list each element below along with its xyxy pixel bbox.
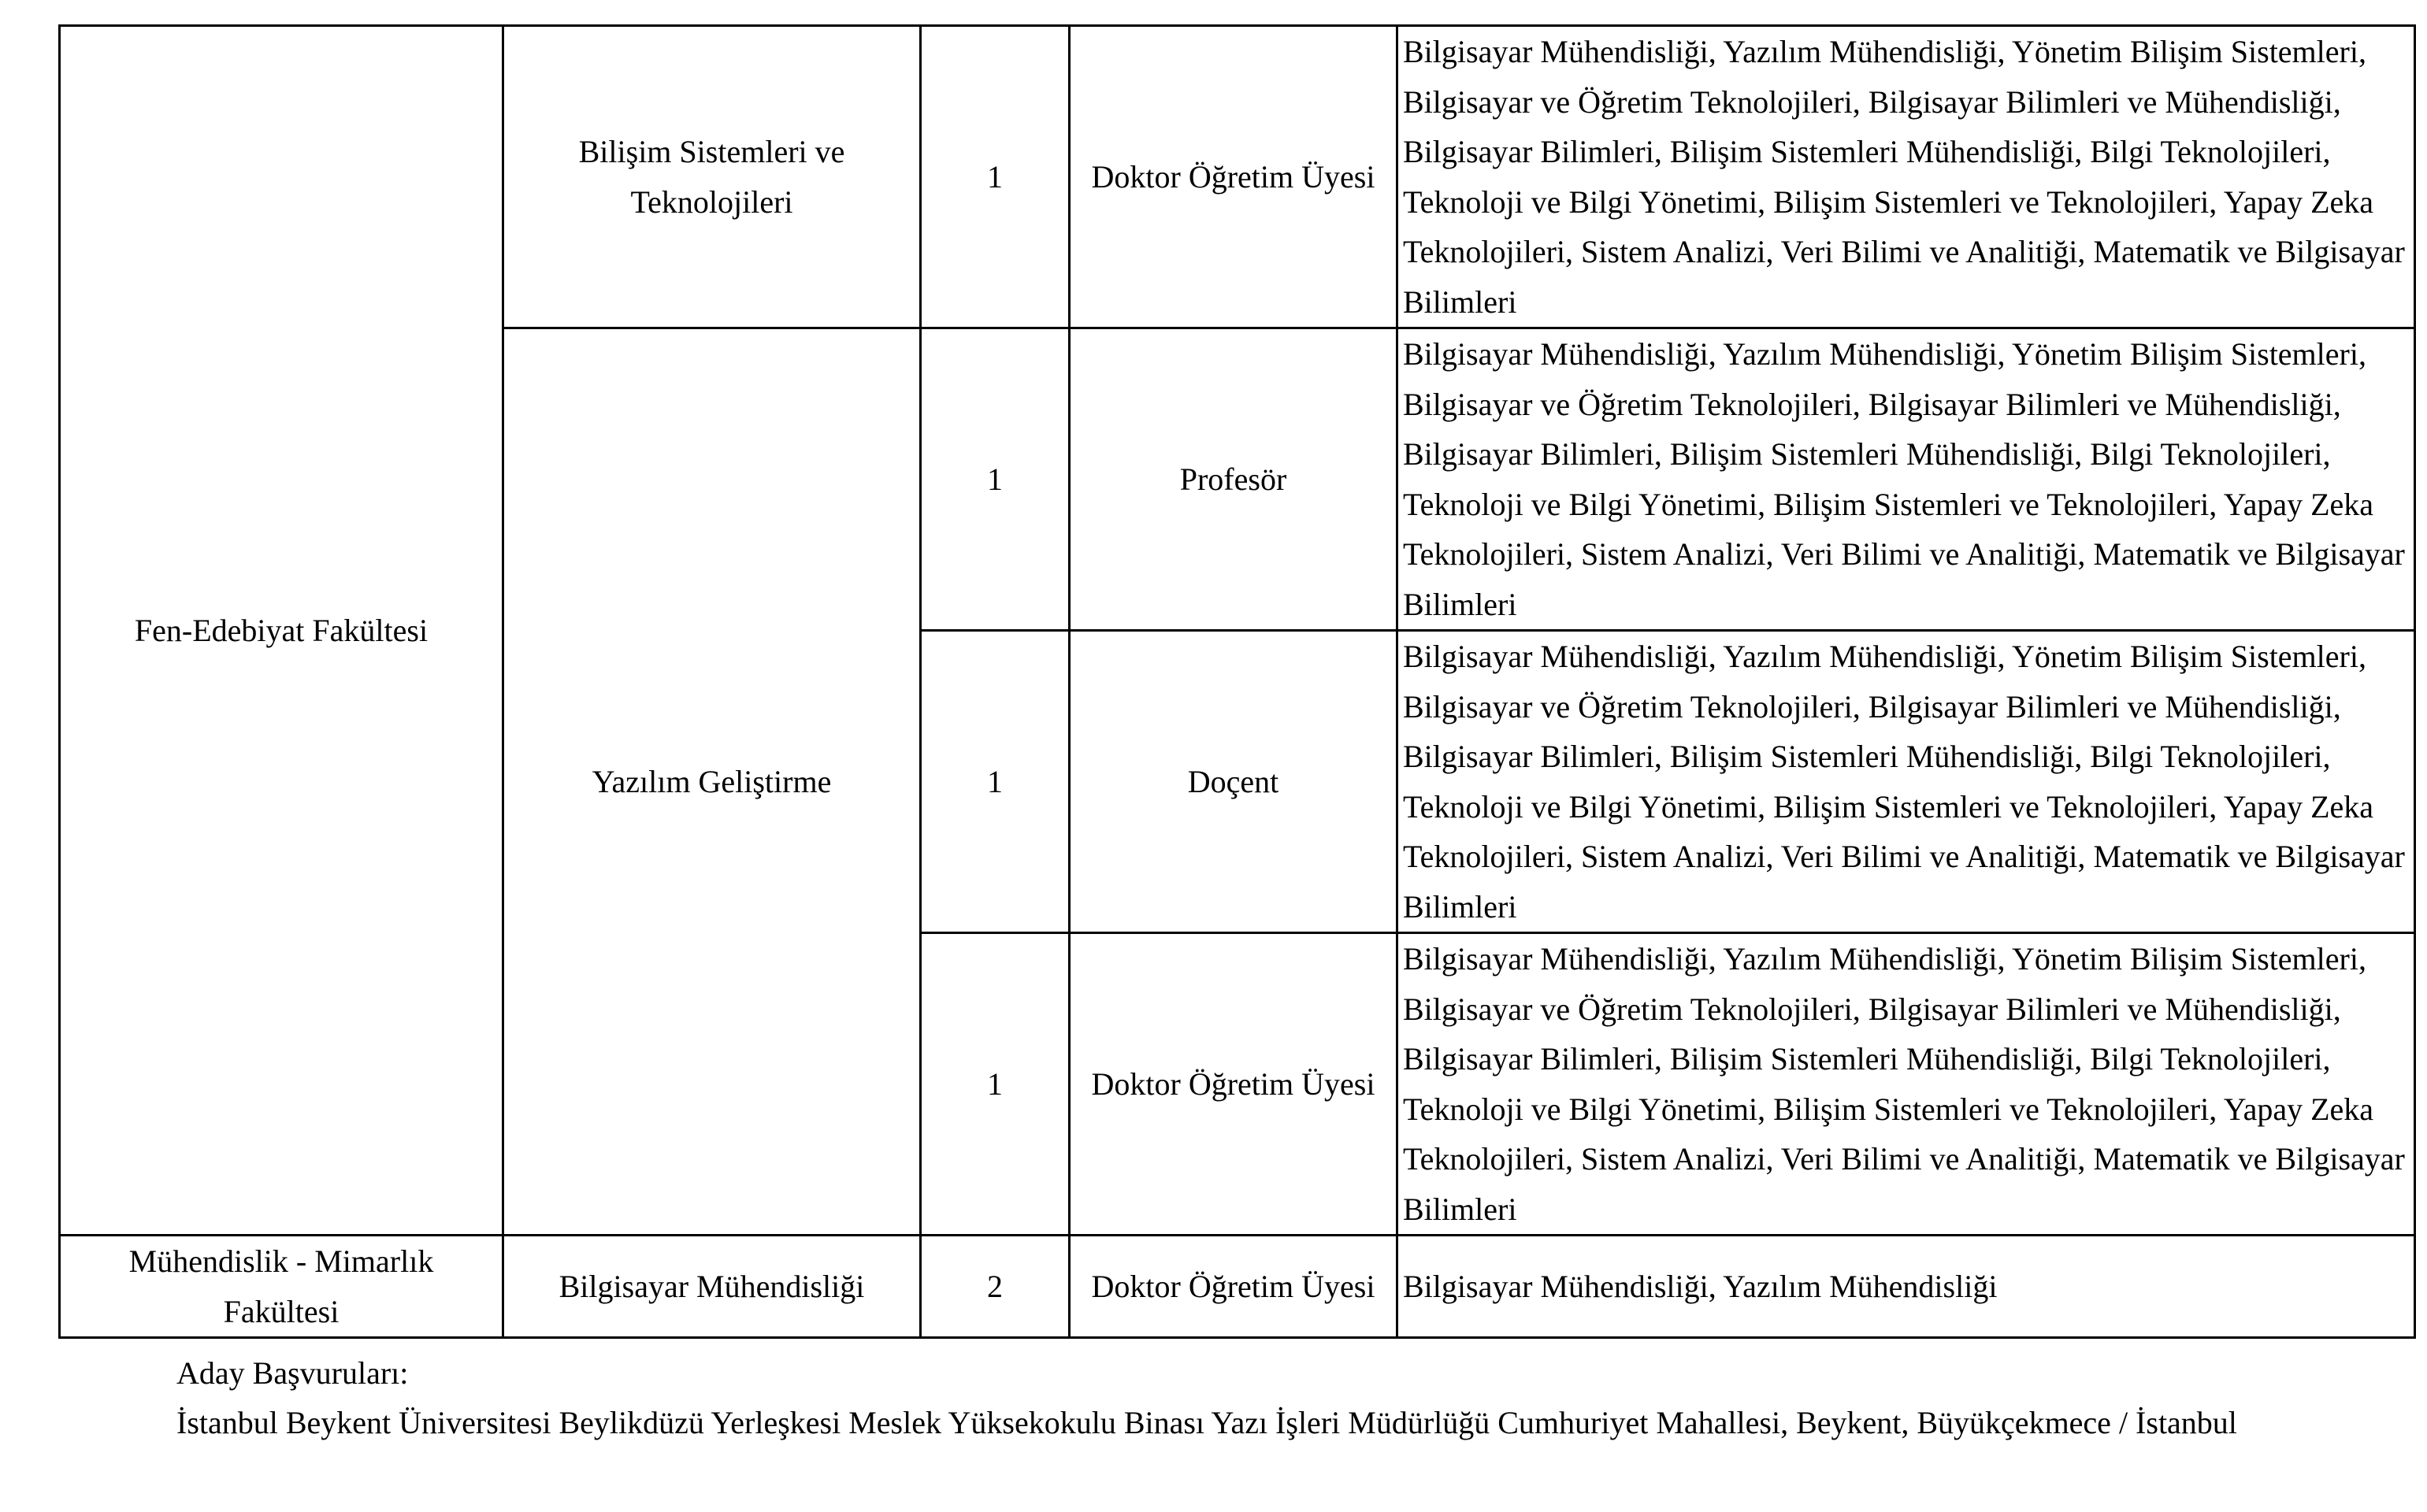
count-cell: 2 — [921, 1236, 1070, 1338]
count-cell: 1 — [921, 328, 1070, 631]
department-cell: Bilgisayar Mühendisliği — [503, 1236, 921, 1338]
table-row — [60, 1236, 2415, 1338]
requirements-cell: Bilgisayar Mühendisliği, Yazılım Mühendisliği, Yönetim Bilişim Sistemleri, Bilgisayar ve Öğretim Teknolojileri, Bilgisayar Bilimleri ve Mühendisliği, Bilgisayar Bilimleri, Bilişim Sistemleri Mühendisliği, Bilgi Teknolojileri, Teknoloji ve Bilgi Yönetimi, Bilişim Sistemleri ve Teknolojileri, Yapay Zeka Teknolojileri, Sistem Analizi, Veri Bilimi ve Analitiği, Matematik ve Bilgisayar Bilimleri — [1397, 26, 2415, 328]
title-cell: Doçent — [1070, 631, 1397, 933]
document-page — [58, 24, 2414, 1447]
requirements-cell: Bilgisayar Mühendisliği, Yazılım Mühendisliği, Yönetim Bilişim Sistemleri, Bilgisayar ve Öğretim Teknolojileri, Bilgisayar Bilimleri ve Mühendisliği, Bilgisayar Bilimleri, Bilişim Sistemleri Mühendisliği, Bilgi Teknolojileri, Teknoloji ve Bilgi Yönetimi, Bilişim Sistemleri ve Teknolojileri, Yapay Zeka Teknolojileri, Sistem Analizi, Veri Bilimi ve Analitiği, Matematik ve Bilgisayar Bilimleri — [1397, 933, 2415, 1236]
faculty-cell: Mühendislik - Mimarlık Fakültesi — [60, 1236, 503, 1338]
title-cell: Doktor Öğretim Üyesi — [1070, 26, 1397, 328]
department-cell: Bilişim Sistemleri ve Teknolojileri — [503, 26, 921, 328]
count-cell: 1 — [921, 26, 1070, 328]
requirements-cell: Bilgisayar Mühendisliği, Yazılım Mühendisliği — [1397, 1236, 2415, 1338]
department-cell: Yazılım Geliştirme — [503, 328, 921, 1236]
requirements-cell: Bilgisayar Mühendisliği, Yazılım Mühendisliği, Yönetim Bilişim Sistemleri, Bilgisayar ve Öğretim Teknolojileri, Bilgisayar Bilimleri ve Mühendisliği, Bilgisayar Bilimleri, Bilişim Sistemleri Mühendisliği, Bilgi Teknolojileri, Teknoloji ve Bilgi Yönetimi, Bilişim Sistemleri ve Teknolojileri, Yapay Zeka Teknolojileri, Sistem Analizi, Veri Bilimi ve Analitiği, Matematik ve Bilgisayar Bilimleri — [1397, 631, 2415, 933]
title-cell: Profesör — [1070, 328, 1397, 631]
positions-table — [58, 24, 2416, 1339]
requirements-cell: Bilgisayar Mühendisliği, Yazılım Mühendisliği, Yönetim Bilişim Sistemleri, Bilgisayar ve Öğretim Teknolojileri, Bilgisayar Bilimleri ve Mühendisliği, Bilgisayar Bilimleri, Bilişim Sistemleri Mühendisliği, Bilgi Teknolojileri, Teknoloji ve Bilgi Yönetimi, Bilişim Sistemleri ve Teknolojileri, Yapay Zeka Teknolojileri, Sistem Analizi, Veri Bilimi ve Analitiği, Matematik ve Bilgisayar Bilimleri — [1397, 328, 2415, 631]
faculty-cell: Fen-Edebiyat Fakültesi — [60, 26, 503, 1236]
applications-heading: Aday Başvuruları: — [176, 1355, 409, 1391]
count-cell: 1 — [921, 631, 1070, 933]
table-row — [60, 26, 2415, 328]
title-cell: Doktor Öğretim Üyesi — [1070, 933, 1397, 1236]
applications-section — [58, 1348, 2414, 1447]
count-cell: 1 — [921, 933, 1070, 1236]
applications-address: İstanbul Beykent Üniversitesi Beylikdüzü Yerleşkesi Meslek Yüksekokulu Binası Yazı İşleri Müdürlüğü Cumhuriyet Mahallesi, Beykent, Büyükçekmece / İstanbul — [176, 1405, 2237, 1440]
title-cell: Doktor Öğretim Üyesi — [1070, 1236, 1397, 1338]
